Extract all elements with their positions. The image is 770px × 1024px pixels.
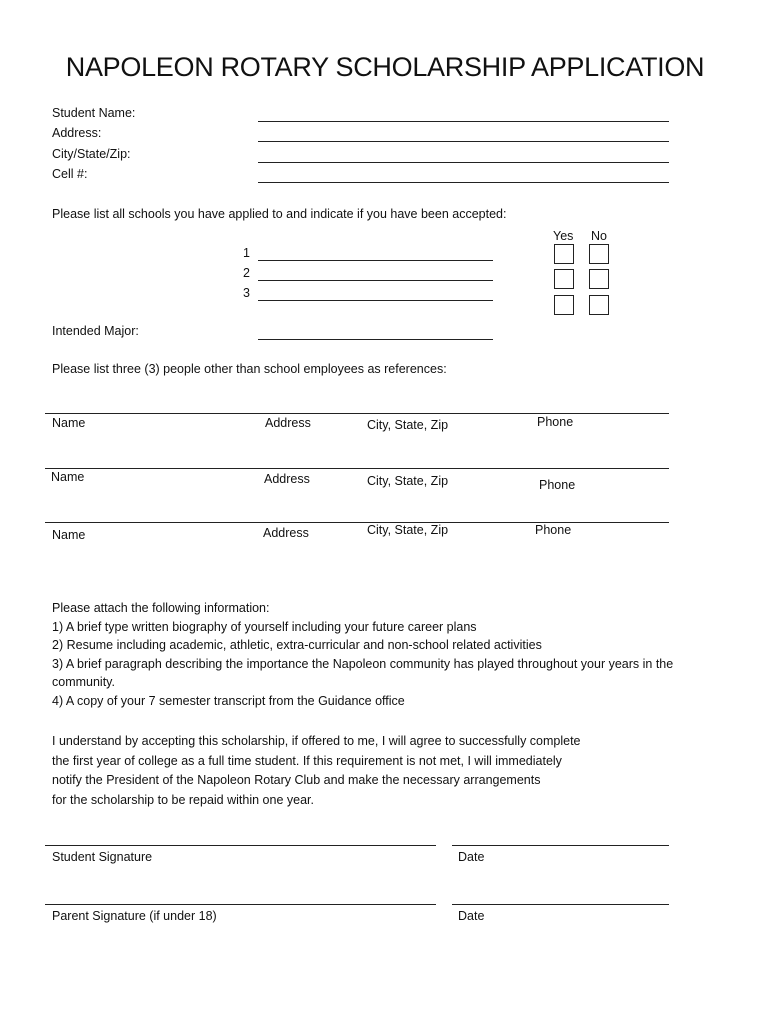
reference-address-label: Address: [265, 416, 311, 430]
reference-city-label: City, State, Zip: [367, 418, 449, 432]
date-label: Date: [458, 850, 485, 864]
agreement-line: for the scholarship to be repaid within one year.: [52, 792, 314, 807]
cell-label: Cell #:: [52, 167, 88, 181]
school-2-field[interactable]: [258, 280, 493, 281]
student-signature-label: Student Signature: [52, 850, 153, 864]
reference-3-line[interactable]: [45, 522, 669, 523]
agreement-line: I understand by accepting this scholarship, if offered to me, I will agree to successfully complete: [52, 734, 581, 748]
reference-name-label: Name: [52, 528, 86, 542]
parent-signature-label: Parent Signature (if under 18): [52, 909, 217, 923]
attachments-heading: Please attach the following information:: [52, 601, 270, 615]
city-state-zip-label: City/State/Zip:: [52, 147, 131, 161]
school-1-no-checkbox[interactable]: [589, 244, 609, 264]
address-field[interactable]: [258, 141, 669, 142]
reference-phone-label: Phone: [537, 415, 574, 429]
yes-label: Yes: [553, 229, 574, 243]
student-name-label: Student Name:: [52, 106, 136, 120]
cell-field[interactable]: [258, 182, 669, 183]
reference-phone-label: Phone: [535, 523, 572, 537]
agreement-paragraph: [52, 732, 712, 810]
school-2-no-checkbox[interactable]: [589, 269, 609, 289]
attachment-item: 3) A brief paragraph describing the importance the Napoleon community has played throughout your years in the: [52, 656, 674, 671]
references-instruction: Please list three (3) people other than school employees as references:: [52, 362, 447, 376]
reference-1-line[interactable]: [45, 413, 669, 414]
school-1-yes-checkbox[interactable]: [554, 244, 574, 264]
intended-major-field[interactable]: [258, 339, 493, 340]
student-date-field[interactable]: [452, 845, 669, 846]
address-label: Address:: [52, 126, 102, 140]
reference-name-label: Name: [52, 416, 86, 430]
reference-city-label: City, State, Zip: [367, 523, 449, 537]
school-2-yes-checkbox[interactable]: [554, 269, 574, 289]
reference-address-label: Address: [263, 526, 309, 540]
student-signature-field[interactable]: [45, 845, 436, 846]
reference-name-label: Name: [51, 470, 85, 484]
city-state-zip-field[interactable]: [258, 162, 669, 163]
agreement-line: notify the President of the Napoleon Rotary Club and make the necessary arrangements: [52, 773, 541, 787]
intended-major-label: Intended Major:: [52, 324, 139, 338]
parent-signature-field[interactable]: [45, 904, 436, 905]
parent-date-field[interactable]: [452, 904, 669, 905]
reference-2-line[interactable]: [45, 468, 669, 469]
attachment-item: community.: [52, 675, 115, 689]
page-title: NAPOLEON ROTARY SCHOLARSHIP APPLICATION: [65, 52, 705, 82]
attachment-item: 2) Resume including academic, athletic, extra-curricular and non-school related activities: [52, 638, 542, 652]
schools-instruction: Please list all schools you have applied to and indicate if you have been accepted:: [52, 207, 507, 221]
attachments-section: [52, 599, 712, 710]
student-name-field[interactable]: [258, 121, 669, 122]
school-number: 2: [243, 266, 250, 280]
attachment-item: 1) A brief type written biography of yourself including your future career plans: [52, 619, 477, 634]
reference-city-label: City, State, Zip: [367, 474, 449, 488]
reference-phone-label: Phone: [539, 478, 576, 492]
school-3-no-checkbox[interactable]: [589, 295, 609, 315]
school-number: 1: [243, 246, 250, 260]
school-1-field[interactable]: [258, 260, 493, 261]
date-label: Date: [458, 909, 485, 923]
school-3-yes-checkbox[interactable]: [554, 295, 574, 315]
school-3-field[interactable]: [258, 300, 493, 301]
reference-address-label: Address: [264, 472, 310, 486]
attachment-item: 4) A copy of your 7 semester transcript from the Guidance office: [52, 693, 405, 708]
no-label: No: [591, 229, 607, 243]
agreement-line: the first year of college as a full time student. If this requirement is not met, I will immediately: [52, 753, 562, 768]
school-number: 3: [243, 286, 250, 300]
